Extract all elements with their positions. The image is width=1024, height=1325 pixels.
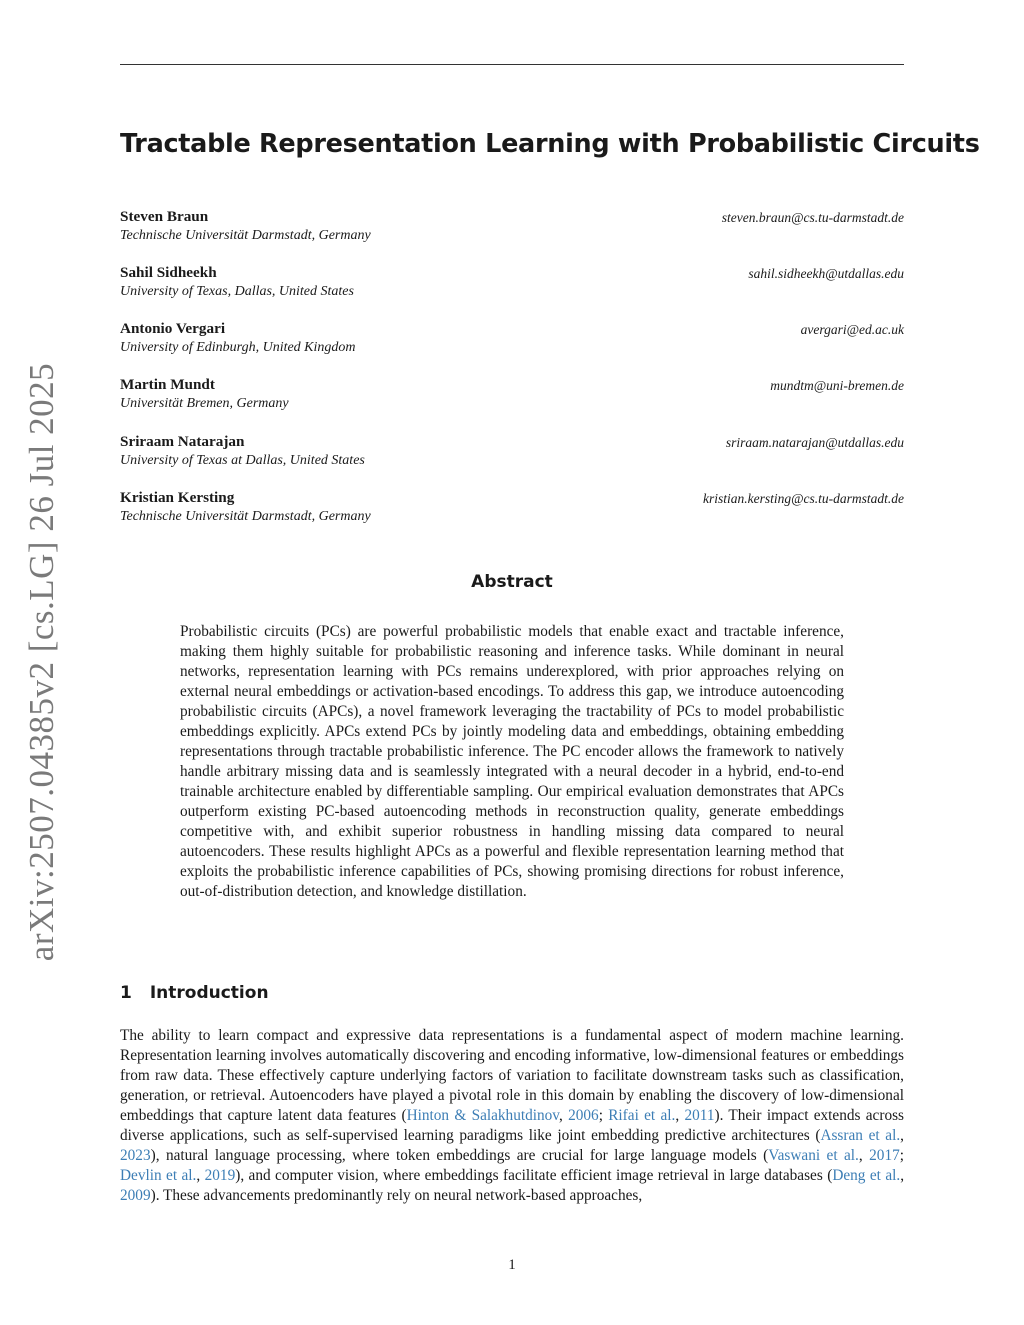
citation-year-link[interactable]: 2019 xyxy=(204,1167,236,1184)
citation-link[interactable]: Rifai et al. xyxy=(608,1107,676,1124)
author-name: Sriraam Natarajan xyxy=(120,433,245,450)
author-name: Kristian Kersting xyxy=(120,489,235,506)
citation-link[interactable]: Devlin et al. xyxy=(120,1167,197,1184)
author-affiliation: Technische Universität Darmstadt, Germany xyxy=(120,509,371,524)
section-title: Introduction xyxy=(149,983,269,1003)
author-affiliation: Technische Universität Darmstadt, Germany xyxy=(120,228,371,243)
author-affiliation: University of Edinburgh, United Kingdom xyxy=(120,340,356,355)
intro-text: ). These advancements predominantly rely on neural network-based approaches, xyxy=(150,1187,643,1204)
author-block xyxy=(120,376,904,420)
section-number: 1 xyxy=(120,983,132,1003)
author-email[interactable]: kristian.kersting@cs.tu-darmstadt.de xyxy=(702,491,904,506)
author-email[interactable]: mundtm@uni-bremen.de xyxy=(770,378,904,393)
intro-text: ). Their impact extends across diverse applications, such as self-supervised learning paradigms like joint embedding predictive architectures ( xyxy=(120,1107,904,1144)
author-name: Steven Braun xyxy=(120,208,209,225)
intro-text: The ability to learn compact and expressive data representations is a fundamental aspect of modern machine learning. Representation learning involves automatically discovering and encoding informative, low-dimensional features or embeddings from raw data. These effectively capture underlying factors of variation to facilitate downstream tasks such as classification, generation, or retrieval. Autoencoders have played a pivotal role in this domain by enabling the discovery of low-dimensional embeddings that capture latent data features ( xyxy=(120,1027,904,1124)
author-block xyxy=(120,320,904,364)
arxiv-identifier: arXiv:2507.04385v2 [cs.LG] 26 Jul 2025 xyxy=(22,362,61,962)
author-email[interactable]: avergari@ed.ac.uk xyxy=(800,322,904,337)
citation-link[interactable]: Hinton & Salakhutdinov xyxy=(406,1107,559,1124)
author-email[interactable]: steven.braun@cs.tu-darmstadt.de xyxy=(721,210,904,225)
citation-year-link[interactable]: 2017 xyxy=(869,1147,900,1164)
author-email[interactable]: sahil.sidheekh@utdallas.edu xyxy=(748,266,904,281)
citation-link[interactable]: Assran et al. xyxy=(820,1127,901,1144)
top-rule xyxy=(120,64,904,65)
author-block xyxy=(120,489,904,533)
intro-text: ), and computer vision, where embeddings facilitate efficient image retrieval in large databases ( xyxy=(235,1167,833,1184)
paper-title: Tractable Representation Learning with Probabilistic Circuits xyxy=(120,129,980,159)
citation-link[interactable]: Deng et al. xyxy=(832,1167,901,1184)
citation-year-link[interactable]: 2023 xyxy=(120,1147,151,1164)
citation-year-link[interactable]: 2006 xyxy=(568,1107,599,1124)
author-name: Sahil Sidheekh xyxy=(120,264,217,281)
author-name: Antonio Vergari xyxy=(120,320,226,337)
citation-year-link[interactable]: 2011 xyxy=(684,1107,715,1124)
author-affiliation: University of Texas at Dallas, United States xyxy=(120,453,365,468)
author-email[interactable]: sriraam.natarajan@utdallas.edu xyxy=(725,435,904,450)
citation-link[interactable]: Vaswani et al. xyxy=(768,1147,859,1164)
abstract-heading: Abstract xyxy=(471,572,553,592)
author-affiliation: University of Texas, Dallas, United States xyxy=(120,284,354,299)
author-block xyxy=(120,208,904,252)
author-affiliation: Universität Bremen, Germany xyxy=(120,396,289,411)
page-number: 1 xyxy=(508,1257,516,1273)
section-heading-introduction xyxy=(120,983,269,1003)
author-name: Martin Mundt xyxy=(120,376,215,393)
introduction-paragraph: The ability to learn compact and expressive data representations is a fundamental aspect of modern machine learning. Representation learning involves automatically discovering and encoding informative, low-dimensional features or embeddings from raw data. These effectively capture underlying factors of variation to facilitate downstream tasks such as classification, generation, or retrieval. Autoencoders have played a pivotal role in this domain by enabling the discovery of low-dimensional embeddings that capture latent data features (Hinton & Salakhutdinov, 2006; Rifai et al., 2011). Their impact extends across diverse applications, such as self-supervised learning paradigms like joint embedding predictive architectures (Assran et al., 2023), natural language processing, where token embeddings are crucial for large language models (Vaswani et al., 2017; Devlin et al., 2019), and computer vision, where embeddings facilitate efficient image retrieval in large databases (Deng et al., 2009). These advancements predominantly rely on neural network-based approaches, xyxy=(120,1027,905,1204)
author-block xyxy=(120,264,904,308)
author-block xyxy=(120,433,904,477)
abstract-text: Probabilistic circuits (PCs) are powerful probabilistic models that enable exact and tractable inference, making them highly suitable for probabilistic reasoning and inference tasks. While dominant in neural networks, representation learning with PCs remains underexplored, with prior approaches relying on external neural embeddings or activation-based encodings. To address this gap, we introduce autoencoding probabilistic circuits (APCs), a novel framework leveraging the tractability of PCs to model probabilistic embeddings explicitly. APCs extend PCs by jointly modeling data and embeddings, obtaining embedding representations through tractable probabilistic inference. The PC encoder allows the framework to natively handle arbitrary missing data and is seamlessly integrated with a neural decoder in a hybrid, end-to-end trainable architecture enabled by differentiable sampling. Our empirical evaluation demonstrates that APCs outperform existing PC-based autoencoding methods in reconstruction quality, generate embeddings competitive with, and exhibit superior robustness in handling missing data compared to neural autoencoders. These results highlight APCs as a powerful and flexible representation learning method that exploits the probabilistic inference capabilities of PCs, showing promising directions for robust inference, out-of-distribution detection, and knowledge distillation. xyxy=(180,623,844,900)
intro-text: ), natural language processing, where token embeddings are crucial for large language models ( xyxy=(150,1147,769,1164)
citation-year-link[interactable]: 2009 xyxy=(120,1187,151,1204)
